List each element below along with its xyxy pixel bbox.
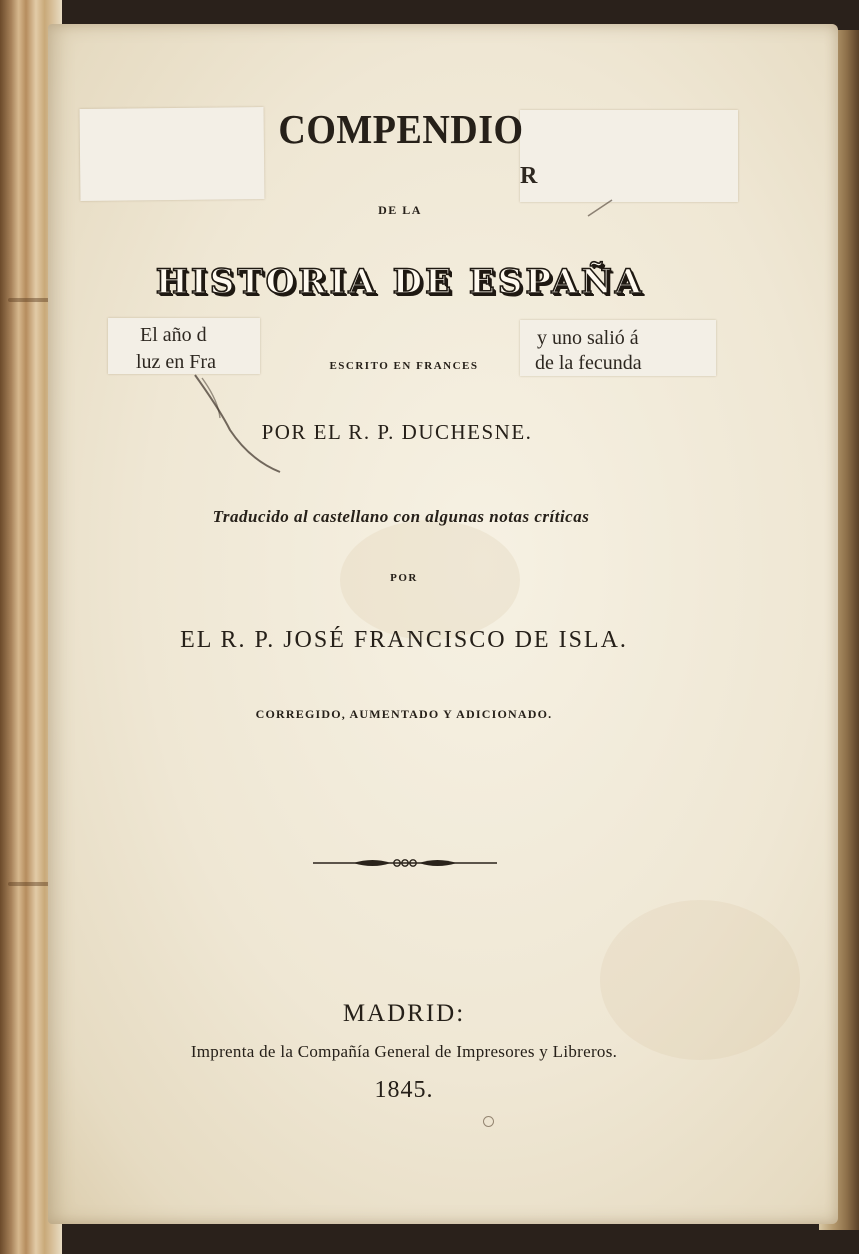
- of-the-label: DE LA: [378, 203, 422, 217]
- translation-note: Traducido al castellano con algunas notas críticas: [212, 507, 590, 526]
- edition-note: CORREGIDO, AUMENTADO Y ADICIONADO.: [255, 707, 553, 721]
- written-in-label: ESCRITO EN FRANCES: [329, 360, 479, 372]
- rule-ornament: [313, 852, 497, 874]
- place-of-publication: MADRID:: [342, 1000, 466, 1027]
- bleed-text-left-1: El año d: [140, 324, 207, 346]
- printer-line: Imprenta de la Compañía General de Impresores y Libreros.: [190, 1042, 618, 1061]
- bleed-text-right-2: de la fecunda: [535, 352, 642, 374]
- translator-line: EL R. P. JOSÉ FRANCISCO DE ISLA.: [180, 627, 628, 653]
- book-title: COMPENDIO: [278, 107, 524, 153]
- stain: [600, 900, 800, 1060]
- by-label: POR: [390, 572, 418, 584]
- book-subject: HISTORIA DE ESPAÑA: [155, 262, 645, 302]
- spine-band: [8, 882, 52, 886]
- bleed-text-left-2: luz en Fra: [136, 351, 216, 373]
- bleed-fragment-r: R: [520, 163, 538, 189]
- bleed-text-right-1: y uno salió á: [537, 327, 639, 349]
- publication-year: 1845.: [374, 1077, 434, 1103]
- small-ring-mark: [483, 1116, 494, 1127]
- author-line: POR EL R. P. DUCHESNE.: [261, 420, 533, 444]
